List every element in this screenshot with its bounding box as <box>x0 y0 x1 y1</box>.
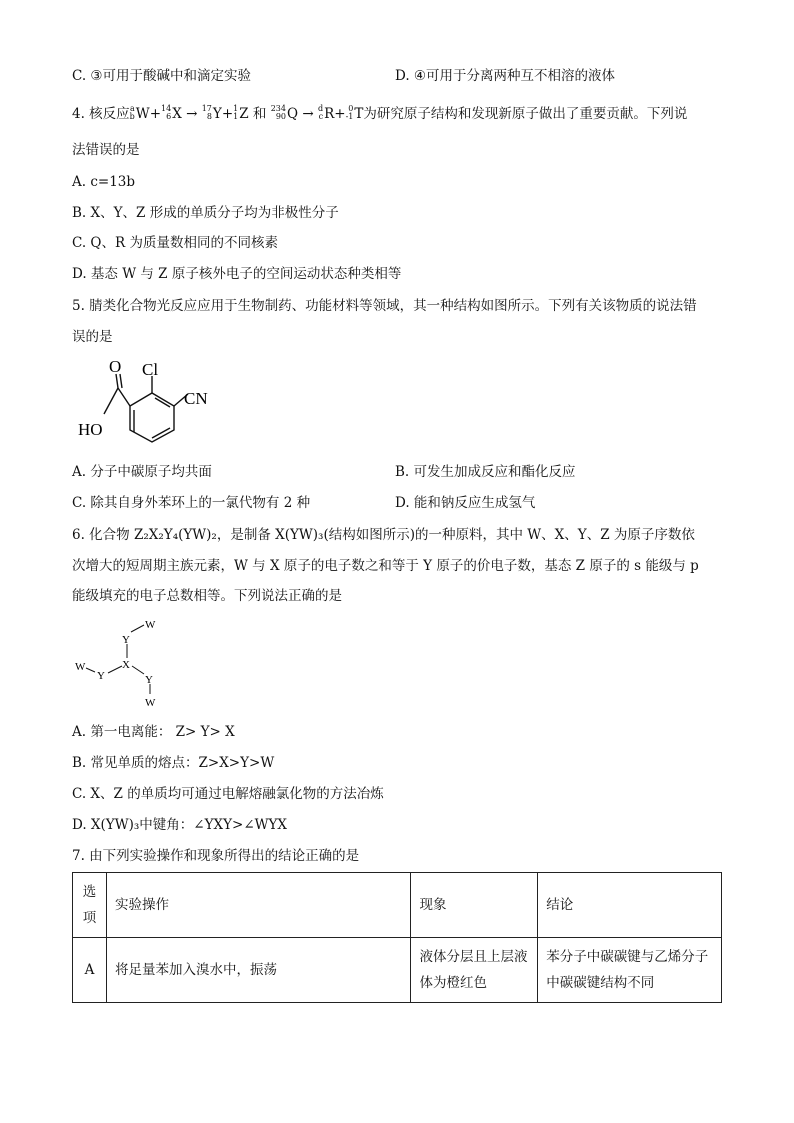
nuclide-t: 0 -1 T <box>345 103 364 122</box>
cell-option: A <box>73 938 107 1003</box>
q4-option-a: A. c=13b <box>72 174 136 190</box>
q3-option-d: D. ④可用于分离两种互不相溶的液体 <box>395 68 616 84</box>
q6-option-a: A. 第一电离能： Z> Y> X <box>72 724 235 740</box>
q6-stem-line1: 6. 化合物 Z₂X₂Y₄(YW)₂，是制备 X(YW)₃(结构如图所示)的一种原料，其中 W、X、Y、Z 为原子序数依 <box>72 527 695 543</box>
q5-molecule-structure <box>72 356 242 446</box>
header-phenomenon: 现象 <box>411 873 538 938</box>
nuclide-y: 17 8 Y <box>201 103 222 122</box>
nuclide-r: d c R <box>317 103 335 122</box>
q5-option-a: A. 分子中碳原子均共面 <box>72 464 212 480</box>
atom-y-left: Y <box>97 670 105 682</box>
table-header-row <box>73 873 722 938</box>
nuclide-q: 234 90 Q <box>270 103 299 122</box>
q4-stem-line2: 法错误的是 <box>72 142 140 158</box>
q4-suffix: 为研究原子结构和发现新原子做出了重要贡献。下列说 <box>363 106 688 122</box>
q6-structure-diagram <box>72 618 172 710</box>
q5-stem-line1: 5. 腈类化合物光反应应用于生物制药、功能材料等领域，其一种结构如图所示。下列有关该物质的说法错 <box>72 298 697 314</box>
atom-y-right: Y <box>145 674 153 686</box>
q5-option-d: D. 能和钠反应生成氢气 <box>395 495 536 511</box>
header-conclusion: 结论 <box>538 873 722 938</box>
q5-option-c: C. 除其自身外苯环上的一氯代物有 2 种 <box>72 495 311 511</box>
cell-conclusion: 苯分子中碳碳键与乙烯分子中碳碳键结构不同 <box>538 938 722 1003</box>
atom-w-bottom: W <box>145 697 156 709</box>
atom-x-center: X <box>122 659 130 671</box>
q4-option-d: D. 基态 W 与 Z 原子核外电子的空间运动状态种类相等 <box>72 266 402 282</box>
q4-stem-line1: 4. 核反应 a b W+ 14 6 X → 17 8 Y+ 1 1 Z 和 234 90 Q → d c R+ 0 -1 T为研究原子结构和发现新原子做出了重要贡献。下列说 <box>72 103 688 122</box>
group-ho-label: HO <box>78 420 103 439</box>
q7-experiment-table <box>72 872 722 1003</box>
atom-cl-label: Cl <box>142 360 159 379</box>
q4-prefix: 4. 核反应 <box>72 106 130 122</box>
group-cn-label: CN <box>184 389 208 408</box>
q7-stem-line1: 7. 由下列实验操作和现象所得出的结论正确的是 <box>72 848 360 864</box>
nuclide-x: 14 6 X <box>161 103 182 122</box>
q6-stem-line2: 次增大的短周期主族元素，W 与 X 原子的电子数之和等于 Y 原子的价电子数，基态 Z 原子的 s 能级与 p <box>72 558 699 574</box>
q5-stem-line2: 误的是 <box>72 329 113 345</box>
header-option: 选项 <box>73 873 107 938</box>
atom-w-top: W <box>145 619 156 631</box>
nuclide-z: 1 1 Z <box>233 103 249 122</box>
q6-option-b: B. 常见单质的熔点：Z>X>Y>W <box>72 755 275 771</box>
cell-phenomenon: 液体分层且上层液体为橙红色 <box>411 938 538 1003</box>
q4-option-c: C. Q、R 为质量数相同的不同核素 <box>72 235 278 251</box>
cell-operation: 将足量苯加入溴水中，振荡 <box>106 938 410 1003</box>
q4-option-b: B. X、Y、Z 形成的单质分子均为非极性分子 <box>72 205 339 221</box>
header-operation: 实验操作 <box>106 873 410 938</box>
q3-option-c: C. ③可用于酸碱中和滴定实验 <box>72 68 252 84</box>
q6-option-d: D. X(YW)₃中键角：∠YXY>∠WYX <box>72 817 288 833</box>
q6-option-c: C. X、Z 的单质均可通过电解熔融氯化物的方法冶炼 <box>72 786 384 802</box>
q5-option-b: B. 可发生加成反应和酯化反应 <box>395 464 576 480</box>
atom-w-left: W <box>75 661 86 673</box>
table-row <box>73 938 722 1003</box>
atom-y-top: Y <box>122 634 130 646</box>
q6-stem-line3: 能级填充的电子总数相等。下列说法正确的是 <box>72 588 342 604</box>
nuclide-w: a b W <box>129 103 150 122</box>
atom-o-label: O <box>109 357 122 376</box>
